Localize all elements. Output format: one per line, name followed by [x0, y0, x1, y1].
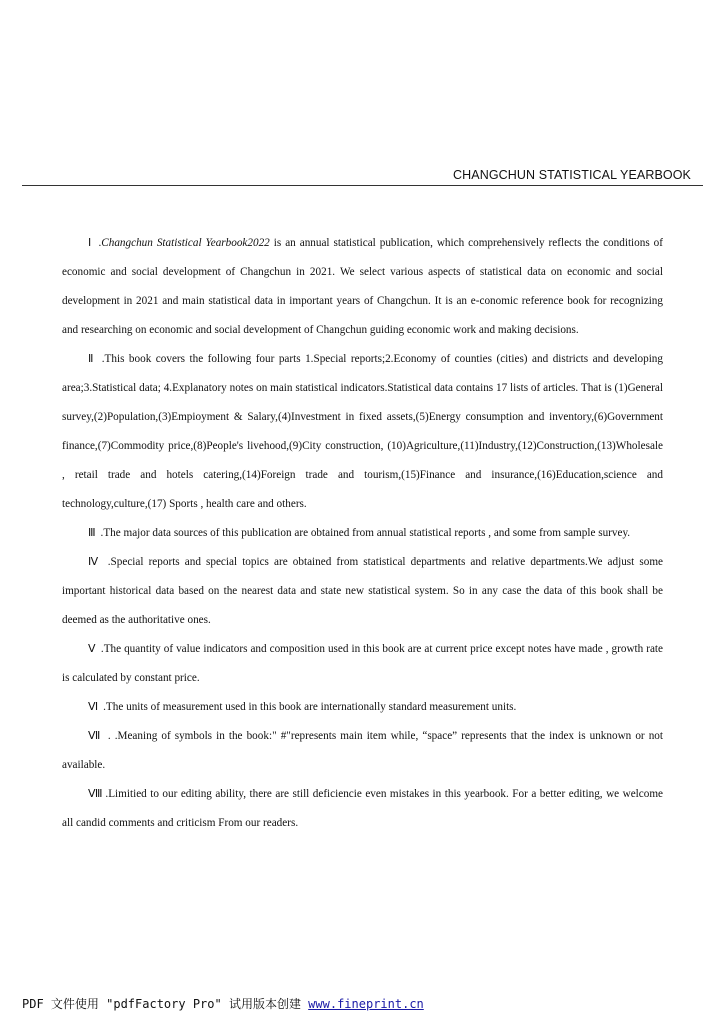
paragraph-6 [62, 693, 663, 722]
paragraph-text: . .Meaning of symbols in the book:" #"represents main item while, “space” represents that the index is unknown or not available. [62, 730, 663, 771]
footer-text: PDF 文件使用 "pdfFactory Pro" 试用版本创建 [22, 997, 309, 1011]
book-title: Changchun Statistical Yearbook2022 [101, 237, 270, 249]
paragraph-2 [62, 345, 663, 519]
paragraph-number: Ⅲ [88, 527, 96, 539]
running-header [22, 168, 703, 186]
paragraph-number: Ⅶ [88, 730, 102, 742]
paragraph-number: Ⅵ [88, 701, 99, 713]
paragraph-text: .The units of measurement used in this book are internationally standard measurement units. [103, 701, 517, 713]
paragraph-4 [62, 548, 663, 635]
paragraph-3 [62, 519, 663, 548]
fineprint-link[interactable]: www.fineprint.cn [308, 997, 424, 1011]
paragraph-1: Ⅰ .Changchun Statistical Yearbook2022 is an annual statistical publication, which comprehensively reflects the conditions of economic and social development of Changchun in 2021. We select various aspects of statistical data on economic and social development in 2021 and main statistical data in important years of Changchun. It is an e-conomic reference book for recognizing and researching on economic and social development of Changchun guiding economic work and making decisions. [62, 237, 664, 336]
paragraph-text: is an annual statistical publication, which comprehensively reflects the conditions of economic and social development of Changchun in 2021. We select various aspects of statistical data on economic and social development in 2021 and main statistical data in important years of Changchun. It is an e-conomic reference book for recognizing and researching on economic and social development of Changchun guiding economic work and making decisions. [62, 237, 664, 336]
paragraph-8 [62, 780, 663, 838]
paragraph-number: Ⅴ [88, 643, 96, 655]
paragraph-number: Ⅷ [88, 788, 104, 800]
paragraph-text: .Special reports and special topics are obtained from statistical departments and relative departments.We adjust some important historical data based on the nearest data and state new statistical system. So in any case the data of this book shall be deemed as the authoritative ones. [62, 556, 663, 626]
paragraph-number: Ⅰ [88, 237, 93, 249]
paragraph-5 [62, 635, 663, 693]
paragraph-7 [62, 722, 663, 780]
pdf-footer [22, 995, 424, 1012]
paragraph-number: Ⅱ [88, 353, 96, 365]
paragraph-text: .The quantity of value indicators and composition used in this book are at current price except notes have made , growth rate is calculated by constant price. [62, 643, 663, 684]
header-title: CHANGCHUN STATISTICAL YEARBOOK [453, 168, 691, 182]
preface-body [62, 229, 663, 838]
paragraph-number: Ⅳ [88, 556, 101, 568]
paragraph-text: .This book covers the following four parts 1.Special reports;2.Economy of counties (cities) and districts and developing area;3.Statistical data; 4.Explanatory notes on main statistical indicators.Statistical data contains 17 lists of articles. That is (1)General survey,(2)Population,(3)Empioyment & Salary,(4)Investment in fixed assets,(5)Energy consumption and inventory,(6)Government finance,(7)Commodity price,(8)People's livehood,(9)City construction, (10)Agriculture,(11)Industry,(12)Construction,(13)Wholesale , retail trade and hotels catering,(14)Foreign trade and tourism,(15)Finance and insurance,(16)Education,science and technology,culture,(17) Sports , health care and others. [62, 353, 663, 510]
paragraph-text: .Limitied to our editing ability, there are still deficiencie even mistakes in this yearbook. For a better editing, we welcome all candid comments and criticism From our readers. [62, 788, 663, 829]
paragraph-text: .The major data sources of this publication are obtained from annual statistical reports , and some from sample survey. [100, 527, 631, 539]
